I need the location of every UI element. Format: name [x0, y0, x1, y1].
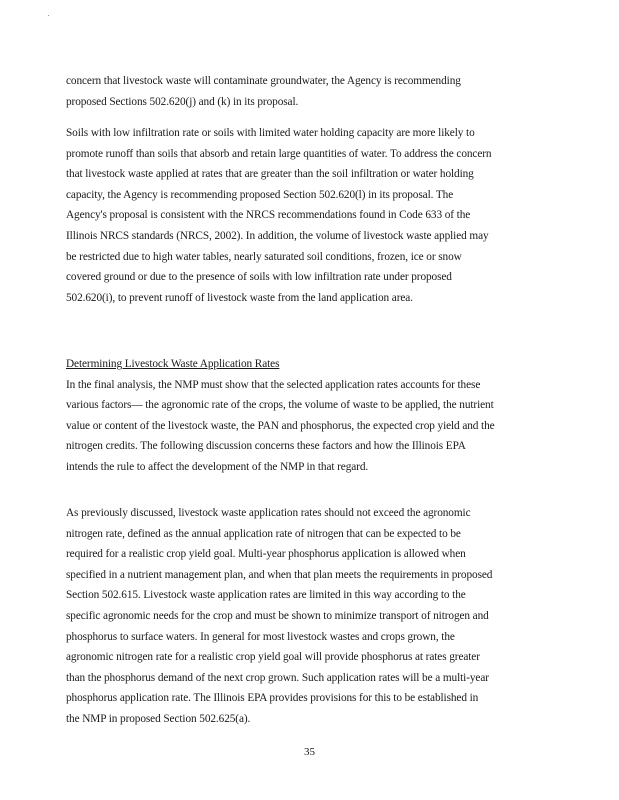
text-line: intends the rule to affect the development of the NMP in that regard. [66, 460, 369, 473]
text-line: As previously discussed, livestock waste application rates should not exceed the agronomic [66, 507, 471, 519]
paragraph-agronomic-nitrogen [66, 503, 536, 730]
text-line: the NMP in proposed Section 502.625(a). [66, 712, 251, 725]
text-line: specific agronomic needs for the crop and must be shown to minimize transport of nitrogen and [66, 609, 489, 622]
text-line: phosphorus to surface waters. In general for most livestock wastes and crops grown, the [66, 630, 455, 643]
text-line: nitrogen rate, defined as the annual application rate of nitrogen that can be expected to be [66, 527, 461, 540]
page-number: 35 [304, 746, 315, 758]
text-line: required for a realistic crop yield goal. Multi-year phosphorus application is allowed when [66, 548, 466, 561]
paragraph-soil-infiltration [66, 123, 536, 308]
text-line: various factors— the agronomic rate of the crops, the volume of waste to be applied, the nutrient [66, 399, 494, 412]
text-line: Soils with low infiltration rate or soils with limited water holding capacity are more likely to [66, 127, 475, 139]
text-line: that livestock waste applied at rates that are greater than the soil infiltration or water holding [66, 168, 474, 181]
text-line: nitrogen credits. The following discussion concerns these factors and how the Illinois EPA [66, 440, 466, 453]
text-line: agronomic nitrogen rate for a realistic crop yield goal will provide phosphorus at rates greater [66, 651, 480, 664]
scan-speck [48, 15, 49, 16]
paragraph-groundwater-concern [66, 71, 536, 112]
text-line: Section 502.615. Livestock waste application rates are limited in this way according to the [66, 589, 466, 602]
text-line: phosphorus application rate. The Illinois EPA provides provisions for this to be established in [66, 692, 479, 705]
text-line: In the final analysis, the NMP must show that the selected application rates accounts for these [66, 378, 481, 391]
text-line: proposed Sections 502.620(j) and (k) in its proposal. [66, 95, 299, 108]
text-line: promote runoff than soils that absorb and retain large quantities of water. To address the concern [66, 147, 492, 160]
text-line: than the phosphorus demand of the next crop grown. Such application rates will be a multi-year [66, 671, 489, 684]
text-line: concern that livestock waste will contaminate groundwater, the Agency is recommending [66, 75, 461, 87]
text-line: capacity, the Agency is recommending proposed Section 502.620(l) in its proposal. The [66, 188, 454, 201]
text-line: covered ground or due to the presence of soils with low infiltration rate under proposed [66, 271, 452, 284]
text-line: Agency's proposal is consistent with the NRCS recommendations found in Code 633 of the [66, 209, 471, 222]
section-heading: Determining Livestock Waste Application Rates [66, 358, 280, 370]
section-application-rates [66, 354, 536, 478]
text-line: be restricted due to high water tables, nearly saturated soil conditions, frozen, ice or snow [66, 250, 462, 263]
text-line: value or content of the livestock waste, the PAN and phosphorus, the expected crop yield and the [66, 419, 495, 432]
text-line: Illinois NRCS standards (NRCS, 2002). In addition, the volume of livestock waste applied may [66, 229, 489, 242]
text-line: 502.620(i), to prevent runoff of livestock waste from the land application area. [66, 291, 413, 304]
text-line: specified in a nutrient management plan, and when that plan meets the requirements in proposed [66, 568, 493, 581]
